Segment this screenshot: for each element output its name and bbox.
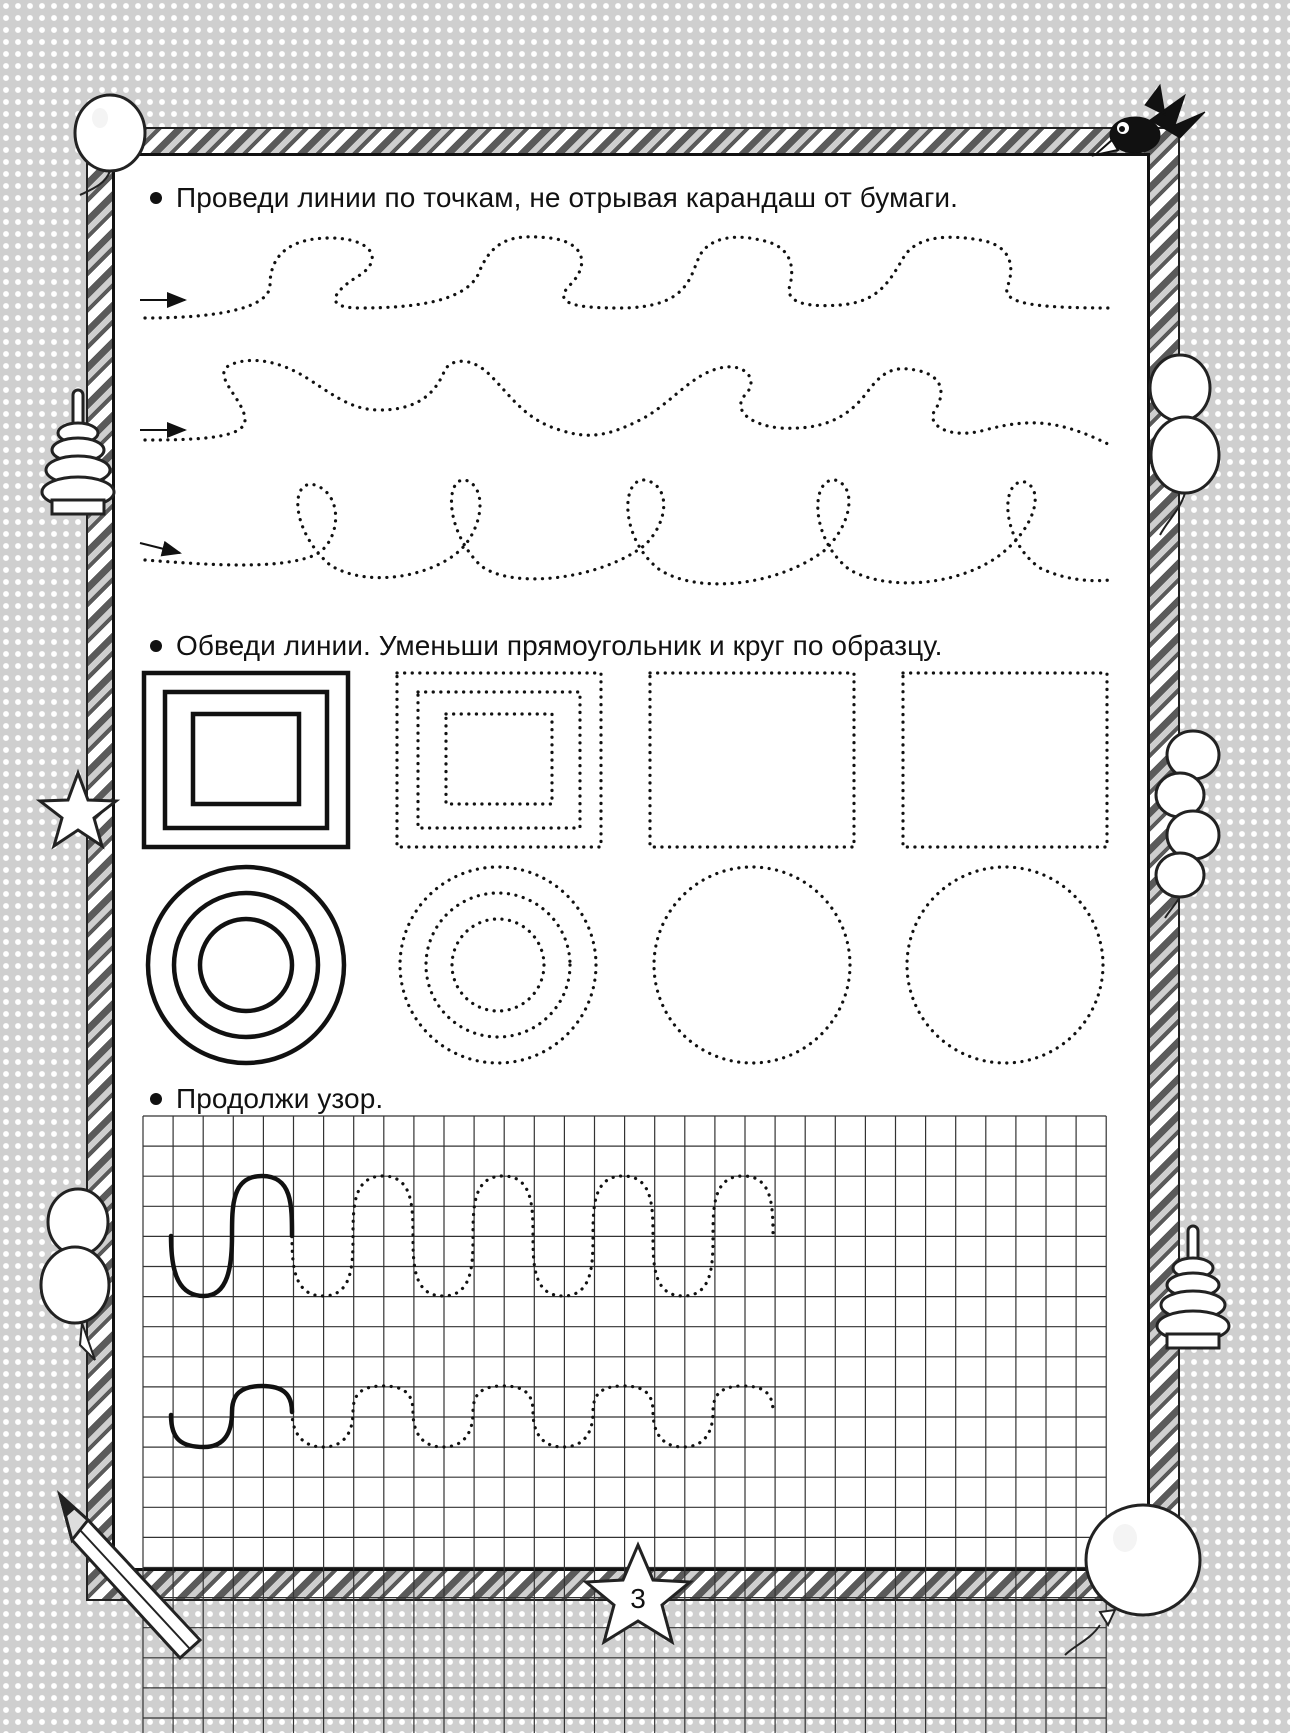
star-icon xyxy=(40,773,116,846)
empty-dotted-rectangle xyxy=(650,673,854,847)
wave-line-1 xyxy=(145,237,1110,318)
instruction-text: Продолжи узор. xyxy=(176,1083,384,1114)
dotted-circles xyxy=(400,867,596,1063)
arrow-icon xyxy=(140,543,180,553)
sample-circles xyxy=(148,867,344,1063)
circles-row xyxy=(148,867,1103,1063)
rectangles-row xyxy=(144,673,1107,847)
instruction-text: Обведи линии. Уменьши прямоугольник и круг по образцу. xyxy=(176,630,943,661)
page-number: 3 xyxy=(630,1583,646,1614)
balloon-bunch-icon xyxy=(1156,731,1219,918)
sample-rectangles xyxy=(144,673,348,847)
wave-line-2 xyxy=(145,360,1110,445)
crow-icon xyxy=(1095,85,1205,155)
empty-dotted-circle xyxy=(654,867,850,1063)
balloon-icon xyxy=(1065,1505,1200,1655)
pattern-grid xyxy=(143,1116,1106,1733)
loop-line xyxy=(145,480,1110,584)
pattern-lines xyxy=(171,1176,773,1447)
empty-dotted-circle xyxy=(907,867,1103,1063)
tracing-lines xyxy=(145,237,1110,584)
balloons-icon xyxy=(41,1189,109,1360)
empty-dotted-rectangle xyxy=(903,673,1107,847)
pencil-icon xyxy=(60,1495,200,1658)
start-arrows xyxy=(140,300,185,553)
dotted-rectangles xyxy=(397,673,601,847)
balloon-icon xyxy=(75,95,145,195)
balloons-icon xyxy=(1150,355,1219,535)
instruction-text: Проведи линии по точкам, не отрывая карандаш от бумаги. xyxy=(176,182,959,213)
stacking-toy-icon xyxy=(42,390,114,514)
stacking-toy-icon xyxy=(1157,1226,1229,1348)
